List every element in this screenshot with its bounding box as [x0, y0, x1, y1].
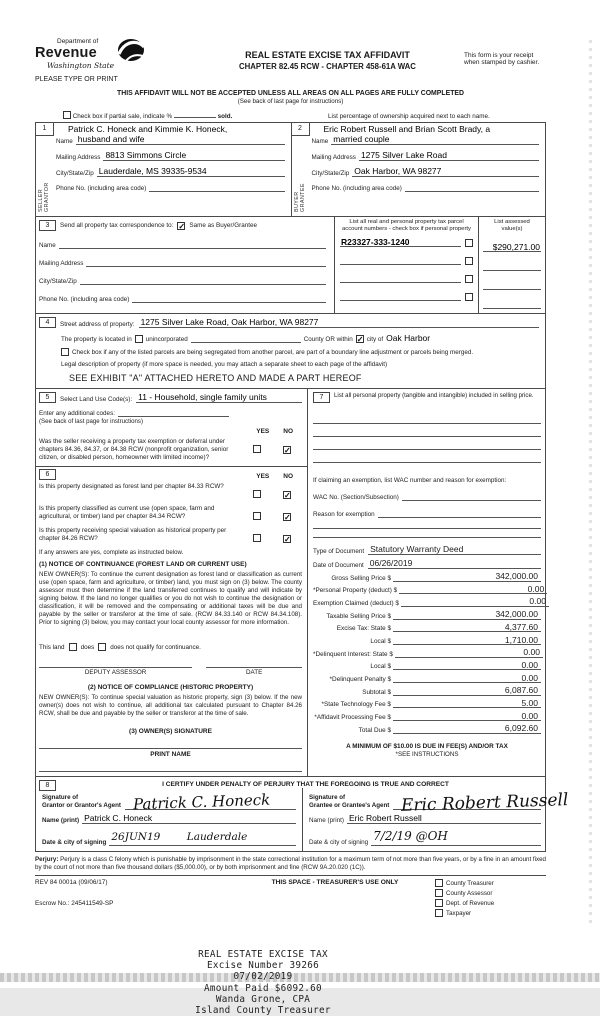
fee-row-exemption: Exemption Claimed (deduct) $ 0.00 [313, 597, 541, 607]
signature-of-label: Signature of [42, 793, 79, 801]
grantor-date-city-label: Date & city of signing [42, 838, 107, 846]
land-designation-section [36, 467, 307, 777]
seller-phone-label: Phone No. (including area code) [56, 185, 147, 193]
grantor-date-hand: 26JUN19 [111, 831, 161, 844]
notice-compliance-body: NEW OWNER(S): To continue special valuation as historic property, sign (3) below. If the new owner(s) does not wish to continue, all additional tax calculated pursuant to Chapter 84.26 RCW, shall be due and payable by the seller or transferor at the time of sale. [39, 694, 302, 718]
grantee-agent-label: Grantee or Grantee's Agent [309, 801, 390, 809]
delinquent-interest-local-value[interactable]: 0.00 [393, 661, 541, 671]
grantee-date-city-field[interactable] [371, 828, 541, 846]
grantor-date-city-field[interactable] [109, 828, 296, 846]
s5-yes-checkbox[interactable] [253, 445, 261, 453]
buyer-name-label: Name [311, 138, 329, 146]
assessed-value-header: List assessed value(s) [494, 219, 530, 232]
reason-exemption-label: Reason for exemption [313, 511, 375, 519]
certify-statement: I CERTIFY UNDER PENALTY OF PERJURY THAT THE FOREGOING IS TRUE AND CORRECT [162, 781, 449, 789]
escrow-number: Escrow No.: 245411549-SP [35, 900, 114, 908]
q3-no-checkbox[interactable]: ✓ [284, 534, 291, 544]
type-of-document-field[interactable]: Statutory Warranty Deed [368, 545, 541, 555]
stamp-line-4: Amount Paid $6092.60 [204, 982, 322, 994]
notice-compliance-title: (2) NOTICE OF COMPLIANCE (HISTORIC PROPERTY) [87, 684, 254, 692]
stamp-line-5: Wanda Grone, CPA [215, 993, 311, 1005]
legal-description-label: Legal description of property (if more space is needed, you may attach a separate sheet to each page of the affidavit) [61, 361, 388, 369]
grantee-signature-block [302, 788, 570, 851]
q1-yes-checkbox[interactable] [253, 490, 261, 498]
fee-row-delinquent-interest-local: Local $ 0.00 [313, 661, 541, 671]
county-treasurer-label: County Treasurer [446, 879, 494, 887]
buyer-phone-field[interactable] [405, 183, 539, 192]
personal-property-line-4[interactable] [313, 450, 541, 463]
seller-grantor-side-label [36, 149, 52, 212]
personal-property-checkbox-3[interactable] [465, 275, 473, 283]
unincorporated-label: unincorporated [145, 336, 188, 344]
excise-tax-local-value[interactable]: 1,710.00 [393, 636, 541, 646]
notice-continuance-title: (1) NOTICE OF CONTINUANCE (FOREST LAND OR CURRENT USE) [39, 560, 247, 568]
legal-description-value: SEE EXHIBIT "A" ATTACHED HERETO AND MADE A PART HEREOF [69, 373, 362, 384]
deputy-assessor-row [39, 667, 302, 676]
grantee-signature-of-label: Signature of [309, 793, 346, 801]
seller-section [36, 123, 291, 216]
perjury-lead: Perjury: [35, 855, 59, 863]
fee-row-processing-fee: *Affidavit Processing Fee $ 0.00 [313, 712, 541, 722]
owner-print-name-line[interactable] [39, 758, 302, 772]
parcel-number-field[interactable]: R23327-333-1240 [340, 238, 461, 248]
form-title: REAL ESTATE EXCISE TAX AFFIDAVIT [245, 50, 410, 60]
dept-revenue-label: Dept. of Revenue [446, 899, 495, 907]
city-of-checkbox[interactable]: ✓ [356, 335, 364, 345]
grantee-signature-line[interactable] [393, 790, 570, 817]
buyer-name-field[interactable]: married couple [331, 135, 539, 145]
seller-name-line1: Patrick C. Honeck and Kimmie K. Honeck, [68, 124, 228, 134]
section-4-number: 4 [39, 317, 56, 328]
parcel-number-field-4[interactable] [340, 292, 461, 301]
personal-property-line-3[interactable] [313, 437, 541, 450]
personal-property-deduct-value[interactable]: 0.00 [399, 585, 547, 595]
dor-logo-icon [116, 38, 146, 70]
see-back-instructions-note: (See back of last page for instructions) [39, 418, 143, 426]
wac-no-label: WAC No. (Section/Subsection) [313, 494, 399, 502]
signature-section [36, 777, 570, 851]
additional-codes-label: Enter any additional codes: [39, 410, 115, 418]
corr-phone-field[interactable] [132, 294, 326, 303]
unincorporated-checkbox[interactable] [135, 335, 143, 343]
this-land-label: This land [39, 643, 65, 651]
buyer-side-word: BUYER [293, 191, 300, 212]
parcel-number-field-3[interactable] [340, 274, 461, 283]
continuance-qualify-row [39, 643, 302, 651]
fee-row-personal: *Personal Property (deduct) $ 0.00 [313, 585, 541, 595]
segregated-checkbox[interactable] [61, 348, 69, 356]
grantee-side-word: GRANTEE [299, 183, 306, 212]
corr-citystate-label: City/State/Zip [39, 278, 77, 285]
same-as-buyer-checkbox[interactable]: ✓ [178, 221, 186, 231]
ownership-note: List percentage of ownership acquired next to each name. [328, 113, 490, 120]
rev-number: REV 84 0001a (09/06/17) [35, 879, 108, 887]
buyer-section [291, 123, 546, 216]
city-name-value[interactable]: Oak Harbor [386, 333, 431, 344]
seller-name-field[interactable]: husband and wife [76, 135, 285, 145]
exemption-deferral-question: Was the seller receiving a property tax exemption or deferral under chapters 84.36, 84.37, or 84.38 RCW (nonprofit organization, senior citizen, or disabled person, homeowner with limited income)? [39, 438, 229, 461]
historic-property-question: Is this property receiving special valuation as historical property per chapter 84.26 RCW? [39, 526, 227, 542]
county-or-within-label: County OR within [303, 336, 353, 344]
corr-phone-label: Phone No. (including area code) [39, 296, 130, 303]
parcel-numbers-header: List all real and personal property tax parcel account numbers - check box if personal property [341, 219, 471, 232]
land-use-code-field[interactable]: 11 - Household, single family units [136, 393, 302, 403]
grantor-agent-label: Grantor or Grantor's Agent [42, 801, 121, 809]
grantee-date-city-label: Date & city of signing [309, 838, 369, 846]
fee-table [313, 571, 546, 734]
fee-row-delinquent-interest-state: *Delinquent Interest: State $ 0.00 [313, 648, 541, 658]
corr-mailing-label: Mailing Address [39, 260, 84, 267]
send-correspondence-label: Send all property tax correspondence to: [60, 222, 174, 229]
please-type-label: PLEASE TYPE OR PRINT [35, 76, 118, 83]
current-use-question: Is this property classified as current use (open space, farm and agricultural, or timber) land per chapter 84.34 RCW? [39, 504, 215, 520]
q2-yes-checkbox[interactable] [253, 512, 261, 520]
s5-yes-no-header: YES NO [256, 428, 293, 436]
fee-row-tech-fee: *State Technology Fee $ 5.00 [313, 699, 541, 709]
taxpayer-checkbox[interactable] [435, 909, 443, 917]
assessed-value-field[interactable]: $290,271.00 [483, 243, 541, 253]
treasurer-stamp [113, 949, 413, 1016]
personal-property-section [308, 389, 547, 776]
exemption-claimed-value[interactable]: 0.00 [401, 597, 549, 607]
corr-citystate-field[interactable] [80, 276, 326, 285]
seller-mailing-label: Mailing Address [56, 154, 101, 162]
stamp-line-2: Excise Number 39266 [206, 960, 320, 972]
fee-row-taxable: Taxable Selling Price $ 342,000.00 [313, 610, 541, 620]
grantor-city-hand: Lauderdale [186, 831, 248, 844]
seller-name-label: Name [56, 138, 73, 146]
street-address-field[interactable]: 1275 Silver Lake Road, Oak Harbor, WA 98277 [139, 318, 539, 328]
date-of-document-field[interactable]: 06/26/2019 [368, 559, 541, 569]
delinquent-penalty-value[interactable]: 0.00 [393, 674, 541, 684]
city-of-label: city of [366, 336, 384, 344]
fee-row-subtotal: Subtotal $ 6,087.60 [313, 686, 541, 696]
land-use-section [36, 389, 307, 467]
if-yes-note: If any answers are yes, complete as instructed below. [39, 548, 184, 556]
assessor-date-label: DATE [206, 667, 302, 676]
correspondence-section [36, 217, 545, 314]
affidavit-processing-fee-value[interactable]: 0.00 [393, 712, 541, 722]
grantee-name-print-field[interactable]: Eric Robert Russell [347, 814, 541, 824]
receipt-note-line1: This form is your receipt [464, 52, 534, 59]
seller-phone-field[interactable] [149, 183, 284, 192]
land-does-checkbox[interactable] [69, 643, 77, 651]
buyer-name-line1: Eric Robert Russell and Brian Scott Brady, a [323, 124, 491, 134]
see-back-note: (See back of last page for instructions) [237, 98, 344, 105]
fee-row-gross: Gross Selling Price $ 342,000.00 [313, 572, 541, 582]
form-body [35, 122, 570, 852]
buyer-mailing-label: Mailing Address [311, 154, 356, 162]
seller-citystate-field[interactable]: Lauderdale, MS 39335-9534 [97, 167, 285, 177]
sold-label: sold. [217, 113, 233, 120]
section-6-number: 6 [39, 469, 56, 480]
q3-yes-checkbox[interactable] [253, 534, 261, 542]
scan-artifact-right-edge [589, 40, 592, 928]
section-2-number: 2 [292, 123, 310, 136]
treasurers-use-label: THIS SPACE - TREASURER'S USE ONLY [271, 879, 399, 887]
does-not-label: does not qualify for continuance. [110, 643, 201, 651]
date-of-document-label: Date of Document [313, 561, 364, 569]
print-name-label: PRINT NAME [150, 751, 191, 759]
land-does-not-checkbox[interactable] [98, 643, 106, 651]
section-5-number: 5 [39, 392, 56, 403]
personal-property-line-2[interactable] [313, 424, 541, 437]
dept-of-label: Department of [57, 38, 99, 45]
wac-no-field[interactable] [402, 492, 541, 501]
footer-row [35, 875, 546, 919]
grantee-signature: Eric Robert Russell [401, 790, 570, 817]
personal-property-checkbox-2[interactable] [465, 257, 473, 265]
land-use-code-label: Select Land Use Code(s): [60, 396, 133, 404]
seller-mailing-field[interactable]: 8813 Simmons Circle [103, 151, 284, 161]
same-as-buyer-label: Same as Buyer/Grantee [189, 222, 257, 229]
state-technology-fee-value[interactable]: 5.00 [393, 699, 541, 709]
grantee-name-print-label: Name (print) [309, 817, 344, 825]
property-address-section [36, 314, 545, 389]
form-subtitle: CHAPTER 82.45 RCW - CHAPTER 458-61A WAC [239, 62, 416, 71]
buyer-grantee-side-label [292, 149, 308, 212]
perjury-text: Perjury is a class C felony which is punishable by imprisonment in the state correctional institution for a maximum term of not more than five years, or by a fine in an amount fixed by the court of not more than five thousand dollars ($5,000.00), or by both imprisonment and fine (RCW 9A.20.020 (1C)). [35, 855, 546, 872]
parcel-number-field-2[interactable] [340, 256, 461, 265]
reason-exemption-line-2[interactable] [313, 518, 541, 529]
seller-side-word: SELLER [38, 188, 44, 212]
acceptance-warning: THIS AFFIDAVIT WILL NOT BE ACCEPTED UNLESS ALL AREAS ON ALL PAGES ARE FULLY COMPLETED [117, 90, 464, 97]
section-1-number: 1 [36, 123, 54, 136]
q2-no-checkbox[interactable]: ✓ [284, 512, 291, 522]
personal-property-checkbox-4[interactable] [465, 293, 473, 301]
section-8-number: 8 [39, 780, 56, 791]
owner-signature-line[interactable] [39, 735, 302, 749]
type-of-document-label: Type of Document [313, 547, 365, 555]
section-3-number: 3 [39, 220, 56, 231]
grantor-name-print-field[interactable]: Patrick C. Honeck [82, 814, 296, 824]
minimum-due-note: A MINIMUM OF $10.00 IS DUE IN FEE(S) AND/OR TAX *SEE INSTRUCTIONS [346, 742, 508, 758]
buyer-phone-label: Phone No. (including area code) [311, 185, 402, 193]
grantor-name-print-label: Name (print) [42, 817, 80, 825]
reason-exemption-field[interactable] [378, 509, 541, 518]
forest-land-question: Is this property designated as forest land per chapter 84.33 RCW? [39, 482, 224, 490]
stamp-line-1: REAL ESTATE EXCISE TAX [198, 949, 328, 961]
grantor-signature: Patrick C. Honeck [132, 790, 271, 814]
deputy-assessor-label: DEPUTY ASSESSOR [39, 667, 192, 676]
excise-tax-state-value[interactable]: 4,377.60 [393, 623, 541, 633]
county-name-field[interactable] [191, 335, 301, 343]
county-treasurer-checkbox[interactable] [435, 879, 443, 887]
notice-continuance-body: NEW OWNER(S): To continue the current designation as forest land or classification as current use (open space, farm and agriculture, or timber) land, you must sign on (3) below. The county assessor must then determine if the land transferred continues to qualify and will indicate by signing below. If the land no longer qualifies or you do not wish to continue the designation or classification, it will be removed and the compensating or additional taxes will be due and payable by the seller or transferor at the time of sale. (RCW 84.33.140 or RCW 84.34.108). Prior to signing (3) below, you may contact your local county assessor for more information. [39, 570, 302, 627]
grantor-side-word: GRANTOR [44, 182, 50, 212]
treasurer-routing-boxes [435, 879, 546, 919]
stamp-line-3: 07/02/2019 [233, 971, 293, 983]
assessed-value-field-3[interactable] [483, 281, 541, 290]
corr-mailing-field[interactable] [86, 258, 326, 267]
receipt-note-line2: when stamped by cashier. [464, 59, 540, 66]
located-in-label: The property is located in [61, 336, 132, 344]
buyer-citystate-label: City/State/Zip [311, 170, 350, 178]
seller-citystate-label: City/State/Zip [56, 170, 94, 178]
partial-sale-label: Check box if partial sale, indicate % [72, 113, 173, 120]
dept-revenue-checkbox[interactable] [435, 899, 443, 907]
delinquent-interest-state-value[interactable]: 0.00 [395, 648, 543, 658]
s6-yes-no-header: YES NO [256, 472, 293, 480]
taxpayer-label: Taxpayer [446, 909, 472, 917]
additional-codes-field[interactable] [118, 408, 229, 417]
segregated-label: Check box if any of the listed parcels are being segregated from another parcel, are part of a boundary line adjustment or parcels being merged. [72, 349, 474, 357]
claiming-exemption-label: If claiming an exemption, list WAC number and reason for exemption: [313, 477, 507, 485]
reason-exemption-line-3[interactable] [313, 529, 541, 538]
perjury-paragraph [35, 856, 546, 872]
taxable-selling-price-value[interactable]: 342,000.00 [393, 610, 541, 620]
revenue-wordmark: Revenue [35, 45, 97, 61]
personal-property-label: List all personal property (tangible and intangible) included in selling price. [334, 392, 534, 400]
fee-row-excise-local: Local $ 1,710.00 [313, 636, 541, 646]
grantee-date-hand: 7/2/19 @OH [373, 829, 448, 844]
personal-property-checkbox-1[interactable] [465, 239, 473, 247]
partial-sale-percent-field[interactable] [174, 110, 216, 118]
does-label: does [80, 643, 95, 651]
county-assessor-label: County Assessor [446, 889, 493, 897]
subtotal-value[interactable]: 6,087.60 [393, 686, 541, 696]
owners-signature-title: (3) OWNER(S) SIGNATURE [129, 728, 212, 736]
buyer-mailing-field[interactable]: 1275 Silver Lake Road [359, 151, 539, 161]
total-due-value[interactable]: 6,092.60 [393, 724, 541, 734]
fee-row-excise-state: Excise Tax: State $ 4,377.60 [313, 623, 541, 633]
corr-name-field[interactable] [59, 240, 326, 249]
form-header [35, 38, 546, 83]
fee-row-delinquent-penalty: *Delinquent Penalty $ 0.00 [313, 674, 541, 684]
assessed-value-field-4[interactable] [483, 300, 541, 309]
assessed-value-field-2[interactable] [483, 262, 541, 271]
grantor-signature-block [36, 788, 302, 851]
stamp-line-6: Island County Treasurer [195, 1004, 331, 1016]
personal-property-line-1[interactable] [313, 411, 541, 424]
section-7-number: 7 [313, 392, 330, 403]
fee-row-total-due: Total Due $ 6,092.60 [313, 724, 541, 734]
grantor-signature-line[interactable] [125, 790, 296, 814]
buyer-citystate-field[interactable]: Oak Harbor, WA 98277 [352, 167, 539, 177]
gross-selling-price-value[interactable]: 342,000.00 [393, 572, 541, 582]
partial-sale-row [35, 110, 546, 120]
corr-name-label: Name [39, 242, 56, 249]
q1-no-checkbox[interactable]: ✓ [284, 490, 291, 500]
partial-sale-checkbox[interactable] [63, 111, 71, 119]
washington-state-label: Washington State [47, 61, 115, 70]
s5-no-checkbox[interactable]: ✓ [284, 446, 291, 456]
street-address-label: Street address of property: [60, 321, 135, 329]
county-assessor-checkbox[interactable] [435, 889, 443, 897]
